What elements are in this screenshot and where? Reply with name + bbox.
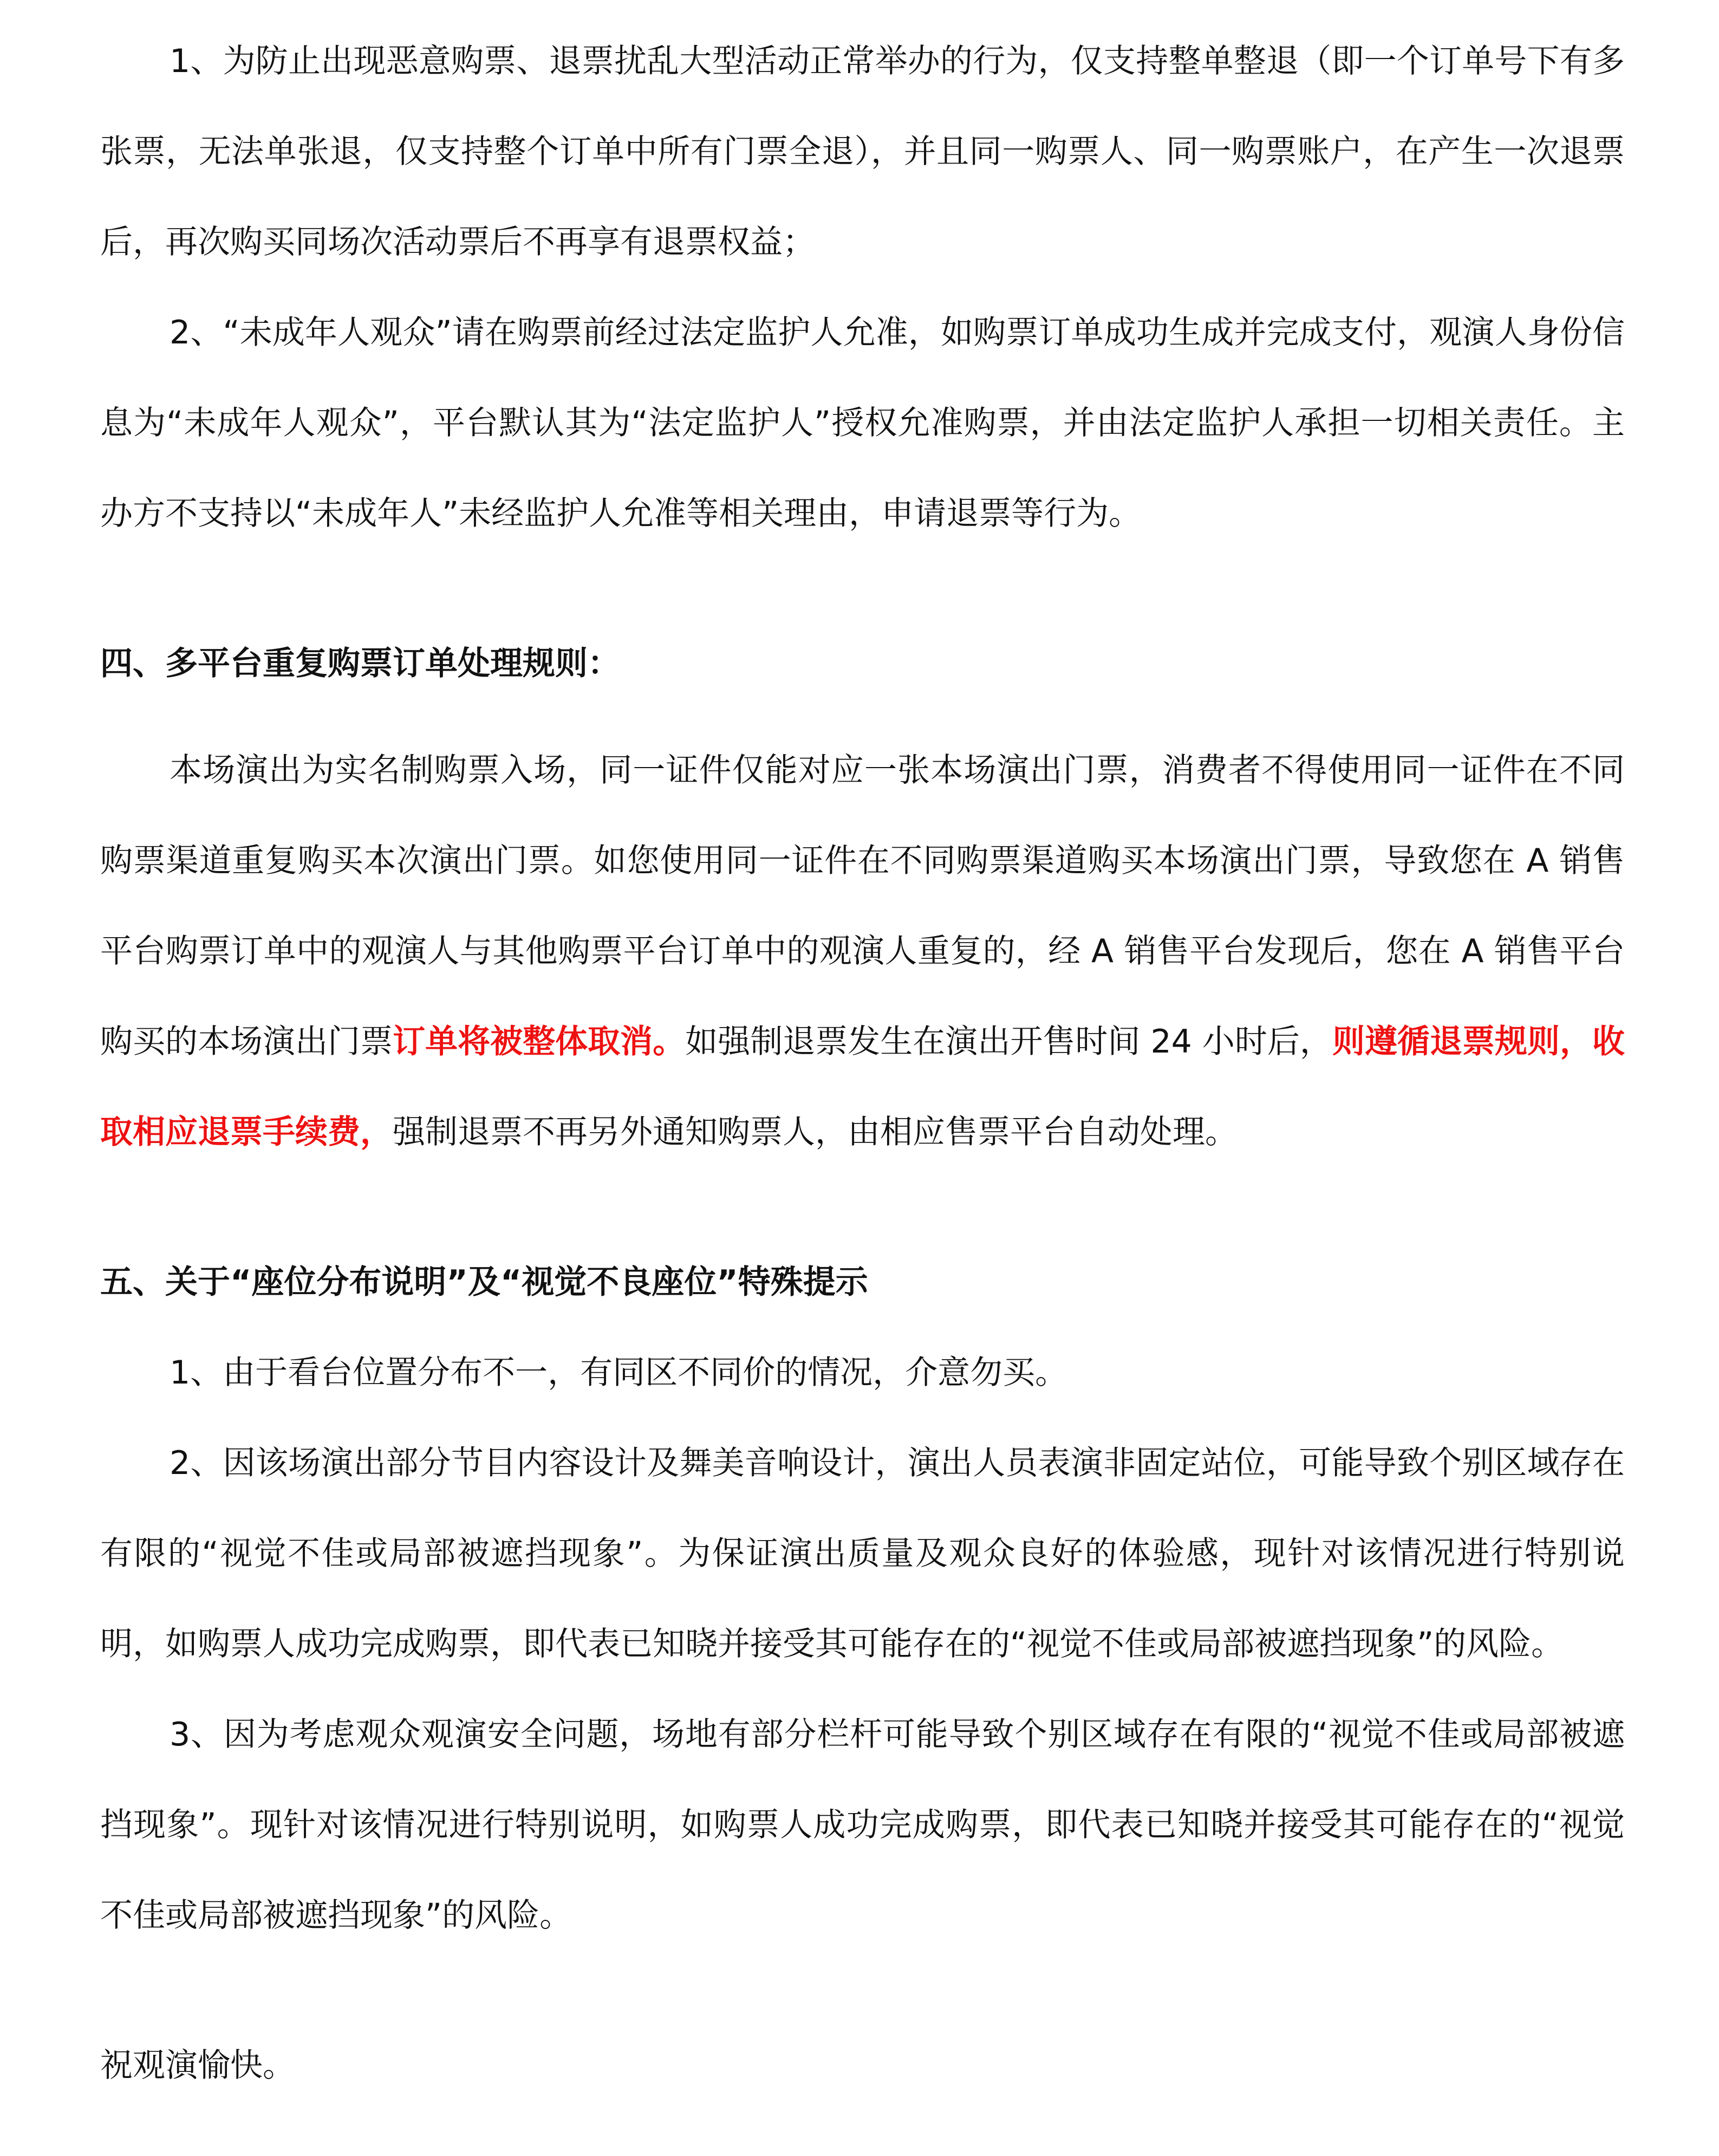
minor-audience-rule-item-2: 2、“未成年人观众”请在购票前经过法定监护人允准，如购票订单成功生成并完成支付，观演人身份信息为“未成年人观众”，平台默认其为“法定监护人”授权允准购票，并由法定监护人承担一切相关责任。主办方不支持以“未成年人”未经监护人允准等相关理由，申请退票等行为。 bbox=[100, 314, 1625, 532]
duplicate-orders-text-part-1: 本场演出为实名制购票入场，同一证件仅能对应一张本场演出门票，消费者不得使用同一证件在不同购票渠道重复购买本次演出门票。如您使用同一证件在不同购票渠道购买本场演出门票，导致您在 A 销售平台购票订单中的观演人与其他购票平台订单中的观演人重复的，经 A 销售平台发现后，您在 A 销售平台购买的本场演出门票 bbox=[100, 751, 1625, 1061]
section-spacer bbox=[100, 559, 1625, 619]
refund-fee-warning: 则遵循退票规则，收取相应退票手续费， bbox=[100, 1023, 1625, 1151]
section-spacer bbox=[100, 1961, 1625, 2021]
refund-rule-item-1: 1、为防止出现恶意购票、退票扰乱大型活动正常举办的行为，仅支持整单整退（即一个订单号下有多张票，无法单张退，仅支持整个订单中所有门票全退），并且同一购票人、同一购票账户，在产生一次退票后，再次购买同场次活动票后不再享有退票权益； bbox=[100, 42, 1625, 261]
section-heading-seat-notice: 五、关于“座位分布说明”及“视觉不良座位”特殊提示 bbox=[100, 1263, 868, 1301]
duplicate-orders-text-part-3: 强制退票不再另外通知购票人，由相应售票平台自动处理。 bbox=[393, 1113, 1238, 1151]
heading-spacer bbox=[100, 709, 1625, 725]
seat-notice-item-2: 2、因该场演出部分节目内容设计及舞美音响设计，演出人员表演非固定站位，可能导致个别区域存在有限的“视觉不佳或局部被遮挡现象”。为保证演出质量及观众良好的体验感，现针对该情况进行特别说明，如购票人成功完成购票，即代表已知晓并接受其可能存在的“视觉不佳或局部被遮挡现象”的风险。 bbox=[100, 1444, 1625, 1663]
seat-notice-item-1: 1、由于看台位置分布不一，有同区不同价的情况，介意勿买。 bbox=[170, 1354, 1068, 1392]
closing-greeting: 祝观演愉快。 bbox=[100, 2047, 295, 2084]
seat-notice-item-3: 3、因为考虑观众观演安全问题，场地有部分栏杆可能导致个别区域存在有限的“视觉不佳或局部被遮挡现象”。现针对该情况进行特别说明，如购票人成功完成购票，即代表已知晓并接受其可能存在的“视觉不佳或局部被遮挡现象”的风险。 bbox=[100, 1716, 1625, 1934]
duplicate-orders-paragraph bbox=[100, 725, 1625, 1178]
section-heading-duplicate-orders: 四、多平台重复购票订单处理规则： bbox=[100, 645, 620, 683]
section-spacer bbox=[100, 1178, 1625, 1237]
order-cancel-warning: 订单将被整体取消。 bbox=[393, 1023, 686, 1061]
document-page bbox=[100, 16, 1625, 2111]
duplicate-orders-text-part-2: 如强制退票发生在演出开售时间 24 小时后， bbox=[685, 1023, 1332, 1061]
